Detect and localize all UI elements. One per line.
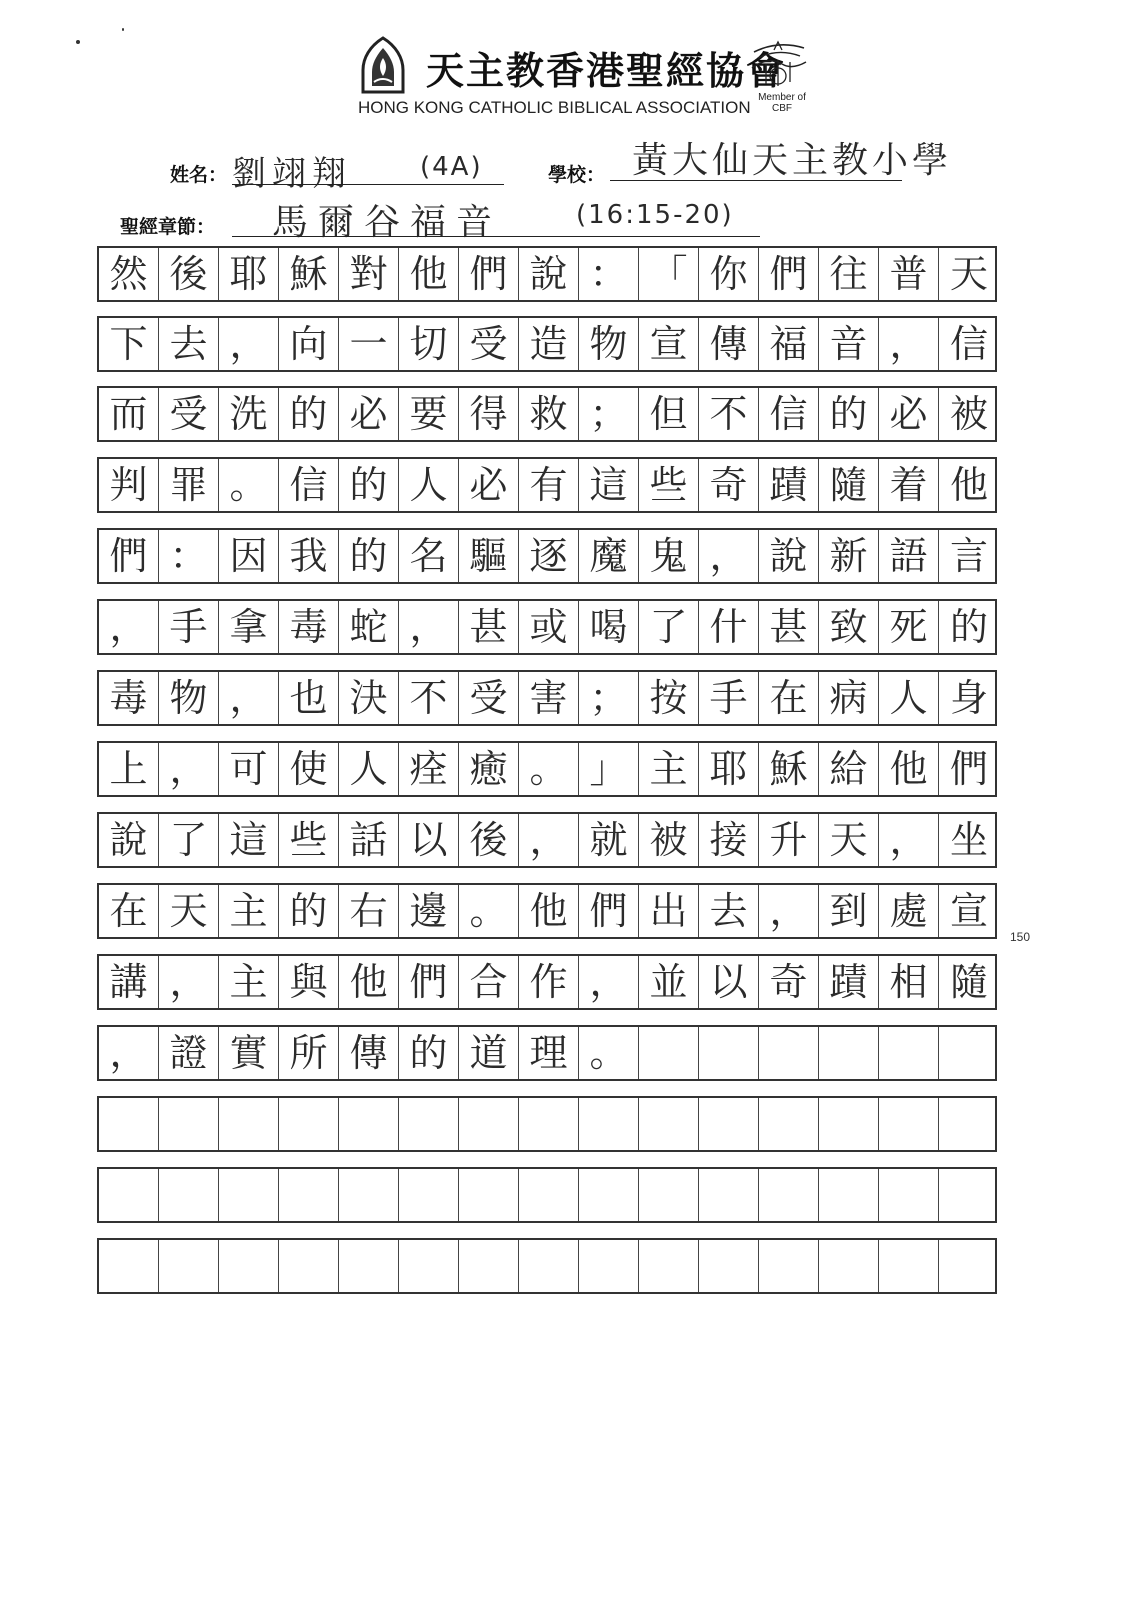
grid-cell[interactable]: 們: [949, 747, 988, 791]
grid-cell[interactable]: 福: [759, 318, 819, 370]
grid-cell[interactable]: 相: [879, 956, 939, 1008]
grid-cell[interactable]: 判: [99, 459, 159, 511]
grid-row: [97, 670, 997, 726]
grid-cell[interactable]: ，: [159, 743, 219, 795]
grid-cell[interactable]: ，: [699, 530, 759, 582]
grid-cell[interactable]: ；: [579, 672, 639, 724]
grid-cell[interactable]: [159, 1098, 219, 1150]
grid-cell[interactable]: [339, 1098, 399, 1150]
grid-cell[interactable]: 下: [99, 318, 159, 370]
name-value[interactable]: 劉翊翔: [232, 154, 352, 194]
grid-cell[interactable]: 向: [279, 318, 339, 370]
grid-cell[interactable]: [99, 1098, 159, 1150]
grid-cell[interactable]: 主: [639, 743, 699, 795]
grid-cell[interactable]: 天: [949, 252, 988, 296]
grid-cell[interactable]: 傳: [699, 318, 759, 370]
grid-cell[interactable]: 害: [519, 672, 579, 724]
grid-cell[interactable]: 出: [639, 885, 699, 937]
grid-cell[interactable]: [819, 1240, 879, 1292]
grid-cell[interactable]: 。: [219, 459, 279, 511]
grid-cell[interactable]: [819, 1027, 879, 1079]
grid-cell[interactable]: [879, 1169, 939, 1221]
grid-cell[interactable]: 在: [759, 672, 819, 724]
grid-cell[interactable]: 坐: [949, 818, 988, 862]
grid-cell[interactable]: [339, 1169, 399, 1221]
grid-cell[interactable]: 普: [879, 248, 939, 300]
grid-cell[interactable]: 並: [639, 956, 699, 1008]
grid-cell[interactable]: 受: [459, 672, 519, 724]
grid-cell[interactable]: 這: [579, 459, 639, 511]
grid-cell[interactable]: ，: [519, 814, 579, 866]
grid-cell[interactable]: [399, 1240, 459, 1292]
grid-cell[interactable]: 奇: [759, 956, 819, 1008]
grid-cell[interactable]: 後: [459, 814, 519, 866]
passage-reference[interactable]: (16:15-20): [576, 200, 734, 230]
grid-cell[interactable]: 或: [519, 601, 579, 653]
grid-cell[interactable]: [519, 1169, 579, 1221]
grid-cell[interactable]: 邊: [399, 885, 459, 937]
grid-cell[interactable]: 講: [99, 956, 159, 1008]
grid-cell[interactable]: 的: [819, 388, 879, 440]
grid-cell[interactable]: 逐: [519, 530, 579, 582]
grid-cell[interactable]: 身: [949, 676, 988, 720]
grid-cell[interactable]: 不: [399, 672, 459, 724]
organization-name-chinese: 天主教香港聖經協會: [426, 49, 787, 93]
grid-cell[interactable]: 耶: [219, 248, 279, 300]
grid-cell[interactable]: 些: [639, 459, 699, 511]
grid-cell[interactable]: 以: [699, 956, 759, 1008]
grid-cell[interactable]: 他: [879, 743, 939, 795]
grid-cell[interactable]: [219, 1098, 279, 1150]
grid-cell[interactable]: 着: [879, 459, 939, 511]
grid-row: [97, 599, 997, 655]
grid-cell[interactable]: ，: [759, 885, 819, 937]
grid-cell[interactable]: 宣: [639, 318, 699, 370]
grid-cell[interactable]: [639, 1240, 699, 1292]
grid-cell[interactable]: [879, 1027, 939, 1079]
grid-cell[interactable]: 死: [879, 601, 939, 653]
grid-cell[interactable]: 手: [159, 601, 219, 653]
grid-cell[interactable]: 受: [459, 318, 519, 370]
grid-cell[interactable]: 必: [879, 388, 939, 440]
grid-cell[interactable]: [159, 1240, 219, 1292]
grid-cell[interactable]: 不: [699, 388, 759, 440]
grid-cell[interactable]: [819, 1098, 879, 1150]
grid-cell[interactable]: 了: [639, 601, 699, 653]
grid-cell[interactable]: 們: [759, 248, 819, 300]
grid-cell[interactable]: 受: [159, 388, 219, 440]
grid-cell[interactable]: 往: [819, 248, 879, 300]
grid-cell[interactable]: [639, 1027, 699, 1079]
grid-cell[interactable]: 有: [519, 459, 579, 511]
grid-cell[interactable]: 了: [159, 814, 219, 866]
school-value[interactable]: 黃大仙天主教小學: [632, 140, 953, 181]
grid-cell[interactable]: 們: [459, 248, 519, 300]
association-logo-icon: [360, 36, 406, 94]
grid-cell[interactable]: 蛇: [339, 601, 399, 653]
grid-cell[interactable]: ，: [399, 601, 459, 653]
grid-cell[interactable]: 去: [159, 318, 219, 370]
grid-cell[interactable]: 上: [99, 743, 159, 795]
grid-cell[interactable]: 以: [399, 814, 459, 866]
grid-cell[interactable]: 的: [339, 459, 399, 511]
grid-cell[interactable]: 主: [219, 885, 279, 937]
grid-cell[interactable]: [759, 1027, 819, 1079]
grid-cell[interactable]: 證: [159, 1027, 219, 1079]
grid-cell[interactable]: 理: [519, 1027, 579, 1079]
school-label: 學校：: [548, 164, 606, 186]
grid-cell[interactable]: 。: [579, 1027, 639, 1079]
grid-cell[interactable]: 這: [219, 814, 279, 866]
grid-cell[interactable]: 手: [699, 672, 759, 724]
grid-cell[interactable]: [759, 1240, 819, 1292]
grid-cell[interactable]: 他: [339, 956, 399, 1008]
grid-row: [97, 741, 997, 797]
grid-cell[interactable]: [279, 1240, 339, 1292]
grid-cell[interactable]: 甚: [759, 601, 819, 653]
grid-cell[interactable]: 人: [879, 672, 939, 724]
grid-cell[interactable]: [639, 1098, 699, 1150]
grid-cell[interactable]: 必: [459, 459, 519, 511]
grid-cell[interactable]: [699, 1240, 759, 1292]
grid-cell[interactable]: 但: [639, 388, 699, 440]
grid-cell[interactable]: 他: [519, 885, 579, 937]
grid-cell[interactable]: 鬼: [639, 530, 699, 582]
grid-cell[interactable]: 對: [339, 248, 399, 300]
grid-cell[interactable]: 的: [949, 605, 988, 649]
grid-cell[interactable]: [459, 1098, 519, 1150]
grid-cell[interactable]: 人: [399, 459, 459, 511]
grid-row: [97, 812, 997, 868]
grid-cell[interactable]: 按: [639, 672, 699, 724]
grid-cell[interactable]: 的: [399, 1027, 459, 1079]
grid-cell[interactable]: [699, 1169, 759, 1221]
grid-cell[interactable]: ，: [159, 956, 219, 1008]
organization-name-english: HONG KONG CATHOLIC BIBLICAL ASSOCIATION: [358, 98, 751, 117]
passage-underline: [232, 236, 760, 237]
grid-cell[interactable]: [159, 1169, 219, 1221]
grid-cell[interactable]: [339, 1240, 399, 1292]
grid-cell[interactable]: ，: [99, 1027, 159, 1079]
grid-cell[interactable]: 物: [579, 318, 639, 370]
grid-cell[interactable]: 蹟: [759, 459, 819, 511]
grid-cell[interactable]: ；: [579, 388, 639, 440]
grid-cell[interactable]: 的: [279, 885, 339, 937]
grid-cell[interactable]: [939, 1098, 999, 1150]
grid-cell[interactable]: [279, 1098, 339, 1150]
grid-cell[interactable]: 他: [949, 463, 988, 507]
grid-cell[interactable]: 病: [819, 672, 879, 724]
grid-cell[interactable]: ：: [159, 530, 219, 582]
grid-row: [97, 316, 997, 372]
grid-cell[interactable]: 處: [879, 885, 939, 937]
grid-cell[interactable]: 名: [399, 530, 459, 582]
grid-cell[interactable]: [759, 1169, 819, 1221]
grid-cell[interactable]: 魔: [579, 530, 639, 582]
grid-cell[interactable]: 救: [519, 388, 579, 440]
grid-row: [97, 457, 997, 513]
grid-cell[interactable]: [639, 1169, 699, 1221]
grid-cell[interactable]: 罪: [159, 459, 219, 511]
grid-cell[interactable]: [219, 1240, 279, 1292]
grid-cell[interactable]: 因: [219, 530, 279, 582]
grid-cell[interactable]: 癒: [459, 743, 519, 795]
grid-cell[interactable]: 使: [279, 743, 339, 795]
grid-row: [97, 883, 997, 939]
grid-cell[interactable]: 給: [819, 743, 879, 795]
grid-cell[interactable]: 話: [339, 814, 399, 866]
name-underline: [232, 184, 504, 185]
grid-cell[interactable]: [939, 1027, 999, 1079]
school-underline: [610, 180, 902, 181]
grid-cell[interactable]: 然: [99, 248, 159, 300]
grid-cell[interactable]: 就: [579, 814, 639, 866]
grid-cell[interactable]: 主: [219, 956, 279, 1008]
cbf-logo-icon: [748, 38, 810, 90]
grid-cell[interactable]: 右: [339, 885, 399, 937]
grid-cell[interactable]: 他: [399, 248, 459, 300]
grid-cell[interactable]: 「: [639, 248, 699, 300]
grid-cell[interactable]: [399, 1169, 459, 1221]
passage-value[interactable]: 馬爾谷福音: [272, 202, 503, 243]
grid-cell[interactable]: 傳: [339, 1027, 399, 1079]
name-label: 姓名：: [170, 164, 228, 186]
grid-cell[interactable]: 天: [819, 814, 879, 866]
grid-cell[interactable]: 造: [519, 318, 579, 370]
grid-cell[interactable]: 穌: [279, 248, 339, 300]
grid-cell[interactable]: 在: [99, 885, 159, 937]
grid-cell[interactable]: 的: [279, 388, 339, 440]
grid-cell[interactable]: [879, 1098, 939, 1150]
grid-cell[interactable]: 你: [699, 248, 759, 300]
grid-cell[interactable]: 痊: [399, 743, 459, 795]
grid-cell[interactable]: 被: [949, 392, 988, 436]
grid-cell[interactable]: [939, 1240, 999, 1292]
grid-cell[interactable]: ：: [579, 248, 639, 300]
grid-cell[interactable]: [579, 1169, 639, 1221]
grid-cell[interactable]: 。: [459, 885, 519, 937]
grid-cell[interactable]: [939, 1169, 999, 1221]
grid-cell[interactable]: 決: [339, 672, 399, 724]
grid-cell[interactable]: 說: [99, 814, 159, 866]
grid-row: [97, 1238, 997, 1294]
grid-cell[interactable]: 必: [339, 388, 399, 440]
grid-cell[interactable]: 天: [159, 885, 219, 937]
grid-cell[interactable]: [879, 1240, 939, 1292]
grid-cell[interactable]: 要: [399, 388, 459, 440]
grid-cell[interactable]: 與: [279, 956, 339, 1008]
grid-cell[interactable]: ，: [219, 318, 279, 370]
grid-cell[interactable]: [579, 1098, 639, 1150]
grid-cell[interactable]: 切: [399, 318, 459, 370]
grid-cell[interactable]: 毒: [279, 601, 339, 653]
grid-cell[interactable]: [579, 1240, 639, 1292]
grid-cell[interactable]: 信: [759, 388, 819, 440]
grid-row: [97, 1096, 997, 1152]
grid-cell[interactable]: 說: [759, 530, 819, 582]
grid-cell[interactable]: 被: [639, 814, 699, 866]
grid-cell[interactable]: [459, 1240, 519, 1292]
grid-cell[interactable]: 致: [819, 601, 879, 653]
grid-cell[interactable]: 耶: [699, 743, 759, 795]
grid-row: [97, 528, 997, 584]
grid-cell[interactable]: 音: [819, 318, 879, 370]
grid-cell[interactable]: 什: [699, 601, 759, 653]
grid-cell[interactable]: 人: [339, 743, 399, 795]
grid-cell[interactable]: 們: [579, 885, 639, 937]
class-value[interactable]: (4A): [420, 152, 483, 182]
grid-cell[interactable]: [99, 1169, 159, 1221]
grid-cell[interactable]: 可: [219, 743, 279, 795]
grid-cell[interactable]: ，: [99, 601, 159, 653]
grid-row: [97, 386, 997, 442]
grid-cell[interactable]: 道: [459, 1027, 519, 1079]
grid-cell[interactable]: 毒: [99, 672, 159, 724]
grid-cell[interactable]: 信: [279, 459, 339, 511]
grid-cell[interactable]: 。: [519, 743, 579, 795]
grid-cell[interactable]: 新: [819, 530, 879, 582]
grid-cell[interactable]: 後: [159, 248, 219, 300]
grid-cell[interactable]: [279, 1169, 339, 1221]
grid-cell[interactable]: [219, 1169, 279, 1221]
grid-cell[interactable]: 的: [339, 530, 399, 582]
grid-cell[interactable]: [699, 1098, 759, 1150]
grid-cell[interactable]: 驅: [459, 530, 519, 582]
grid-cell[interactable]: 升: [759, 814, 819, 866]
grid-cell[interactable]: 接: [699, 814, 759, 866]
grid-cell[interactable]: 我: [279, 530, 339, 582]
grid-cell[interactable]: 語: [879, 530, 939, 582]
grid-cell[interactable]: 宣: [949, 889, 988, 933]
grid-cell[interactable]: 」: [579, 743, 639, 795]
grid-cell[interactable]: 一: [339, 318, 399, 370]
grid-cell[interactable]: 所: [279, 1027, 339, 1079]
grid-row: [97, 954, 997, 1010]
grid-cell[interactable]: ，: [579, 956, 639, 1008]
grid-cell[interactable]: [99, 1240, 159, 1292]
grid-cell[interactable]: [699, 1027, 759, 1079]
grid-cell[interactable]: 些: [279, 814, 339, 866]
page-header: [0, 30, 1131, 120]
grid-cell[interactable]: 得: [459, 388, 519, 440]
grid-cell[interactable]: 實: [219, 1027, 279, 1079]
grid-cell[interactable]: 到: [819, 885, 879, 937]
grid-cell[interactable]: 作: [519, 956, 579, 1008]
page-number: 150: [1010, 930, 1031, 944]
grid-cell[interactable]: [519, 1240, 579, 1292]
grid-cell[interactable]: 拿: [219, 601, 279, 653]
grid-cell[interactable]: 說: [519, 248, 579, 300]
grid-cell[interactable]: 奇: [699, 459, 759, 511]
grid-cell[interactable]: [819, 1169, 879, 1221]
grid-cell[interactable]: 也: [279, 672, 339, 724]
grid-cell[interactable]: 言: [949, 534, 988, 578]
grid-cell[interactable]: 們: [99, 530, 159, 582]
grid-cell[interactable]: 甚: [459, 601, 519, 653]
grid-cell[interactable]: [759, 1098, 819, 1150]
grid-cell[interactable]: [459, 1169, 519, 1221]
grid-cell[interactable]: 去: [699, 885, 759, 937]
grid-cell[interactable]: ，: [219, 672, 279, 724]
grid-cell[interactable]: 而: [99, 388, 159, 440]
grid-cell[interactable]: 隨: [819, 459, 879, 511]
grid-cell[interactable]: [519, 1098, 579, 1150]
grid-cell[interactable]: [399, 1098, 459, 1150]
grid-row: [97, 1167, 997, 1223]
grid-cell[interactable]: ，: [879, 814, 939, 866]
grid-cell[interactable]: 隨: [949, 960, 988, 1004]
grid-row: [97, 1025, 997, 1081]
grid-cell[interactable]: 合: [459, 956, 519, 1008]
grid-cell[interactable]: 物: [159, 672, 219, 724]
grid-cell[interactable]: 穌: [759, 743, 819, 795]
grid-cell[interactable]: ，: [879, 318, 939, 370]
grid-cell[interactable]: 喝: [579, 601, 639, 653]
grid-cell[interactable]: 蹟: [819, 956, 879, 1008]
grid-cell[interactable]: 信: [949, 322, 988, 366]
grid-cell[interactable]: 們: [399, 956, 459, 1008]
cbf-member-label: Member of CBF: [758, 92, 806, 114]
grid-row: [97, 246, 997, 302]
grid-cell[interactable]: 洗: [219, 388, 279, 440]
passage-label: 聖經章節：: [120, 216, 216, 238]
